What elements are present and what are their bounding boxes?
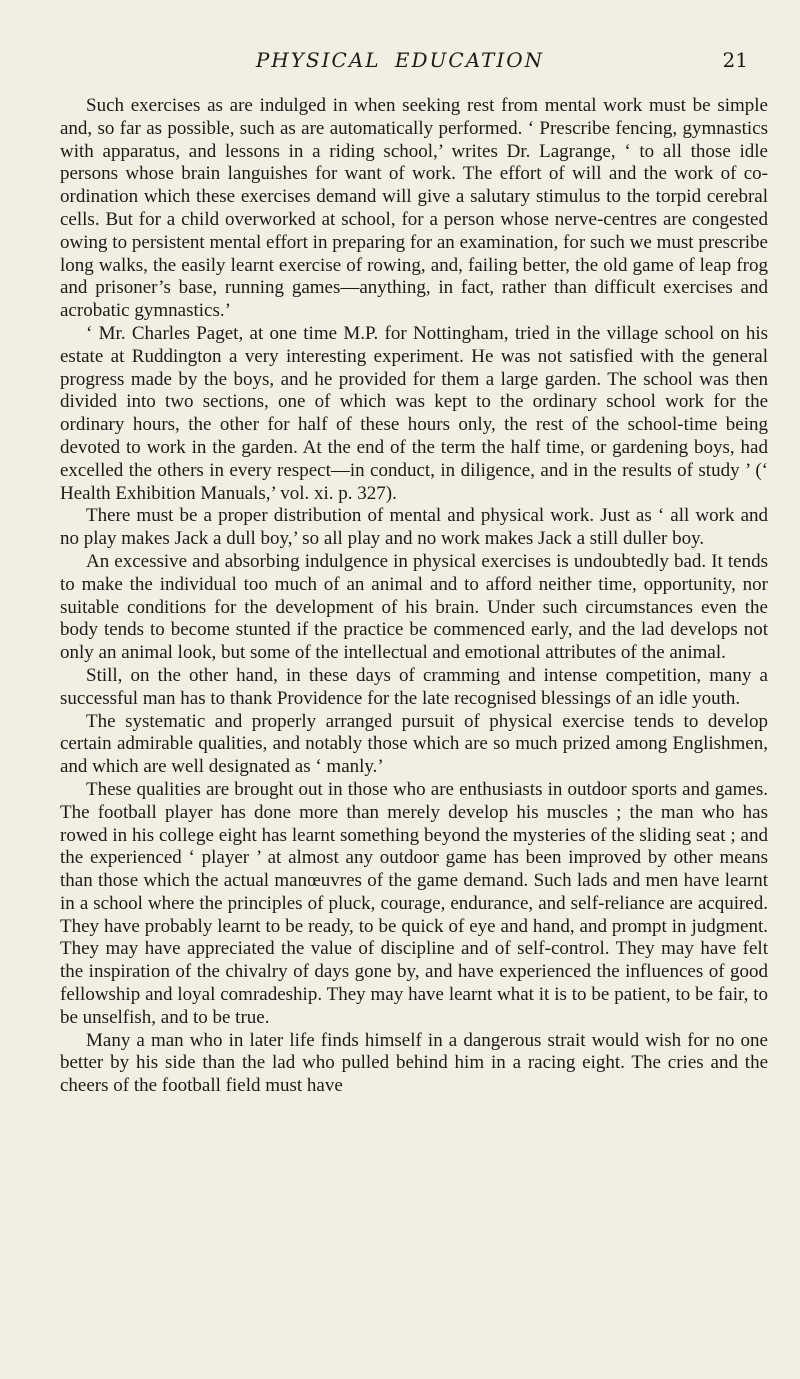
paragraph: The systematic and properly arranged pursuit of physical exercise tends to develop certain admirable qualities, and notably those which are so much prized among Englishmen, and which are well designated as ‘ manly.’ — [60, 710, 768, 778]
paragraph: These qualities are brought out in those who are enthusiasts in outdoor sports and games. The football player has done more than merely develop his muscles ; the man who has rowed in his college eight has learnt something beyond the mysteries of the sliding seat ; and the experienced ‘ player ’ at almost any outdoor game has been improved by other means than those which the actual manœuvres of the game demand. Such lads and men have learnt in a school where the principles of pluck, courage, endurance, and self-reliance are acquired. They have probably learnt to be ready, to be quick of eye and hand, and prompt in judgment. They may have appreciated the value of discipline and of self-control. They may have felt the inspiration of the chivalry of days gone by, and have experienced the influences of good fellowship and loyal comradeship. They may have learnt what it is to be patient, to be fair, to be unselfish, and to be true. — [60, 778, 768, 1028]
running-title: PHYSICAL EDUCATION — [255, 48, 545, 72]
paragraph: There must be a proper distribution of mental and physical work. Just as ‘ all work and no play makes Jack a dull boy,’ so all play and no work makes Jack a still duller boy. — [60, 505, 768, 550]
page-number: 21 — [722, 48, 748, 72]
paragraph: Still, on the other hand, in these days of cramming and intense competition, many a successful man has to thank Providence for the late recognised blessings of an idle youth. — [60, 664, 768, 709]
paragraph: ‘ Mr. Charles Paget, at one time M.P. for Nottingham, tried in the village school on his estate at Ruddington a very interesting experiment. He was not satisfied with the general progress made by the boys, and he provided for them a large garden. The school was then divided into two sections, one of which was kept to the ordinary school work for the ordinary hours, the other for half of these hours only, the rest of the school-time being devoted to work in the garden. At the end of the term the half time, or gardening boys, had excelled the others in every respect—in conduct, in diligence, and in the results of study ’ (‘ Health Exhibition Manuals,’ vol. xi. p. 327). — [60, 322, 768, 504]
page-header — [0, 44, 800, 84]
paragraph: Many a man who in later life finds himself in a dangerous strait would wish for no one better by his side than the lad who pulled behind him in a racing eight. The cries and the cheers of the football field must have — [60, 1029, 768, 1097]
paragraph: An excessive and absorbing indulgence in physical exercises is undoubtedly bad. It tends to make the individual too much of an animal and to afford neither time, opportunity, nor suitable conditions for the development of his brain. Under such circumstances even the body tends to become stunted if the practice be commenced early, and the lad develops not only an animal look, but some of the intellectual and emotional attributes of the animal. — [60, 550, 768, 664]
paragraph: Such exercises as are indulged in when seeking rest from mental work must be simple and, so far as possible, such as are automatically performed. ‘ Prescribe fencing, gymnastics with apparatus, and lessons in a riding school,’ writes Dr. Lagrange, ‘ to all those idle persons whose brain languishes for want of work. The effort of will and the work of co-ordination which these exercises demand will give a salutary stimulus to the torpid cerebral cells. But for a child overworked at school, for a person whose nerve-centres are congested owing to persistent mental effort in preparing for an examination, for such we must prescribe long walks, the easily learnt exercise of rowing, and, failing better, the old game of leap frog and prisoner’s base, running games—anything, in fact, rather than difficult exercises and acrobatic gymnastics.’ — [60, 95, 768, 322]
body-text — [60, 95, 768, 1098]
